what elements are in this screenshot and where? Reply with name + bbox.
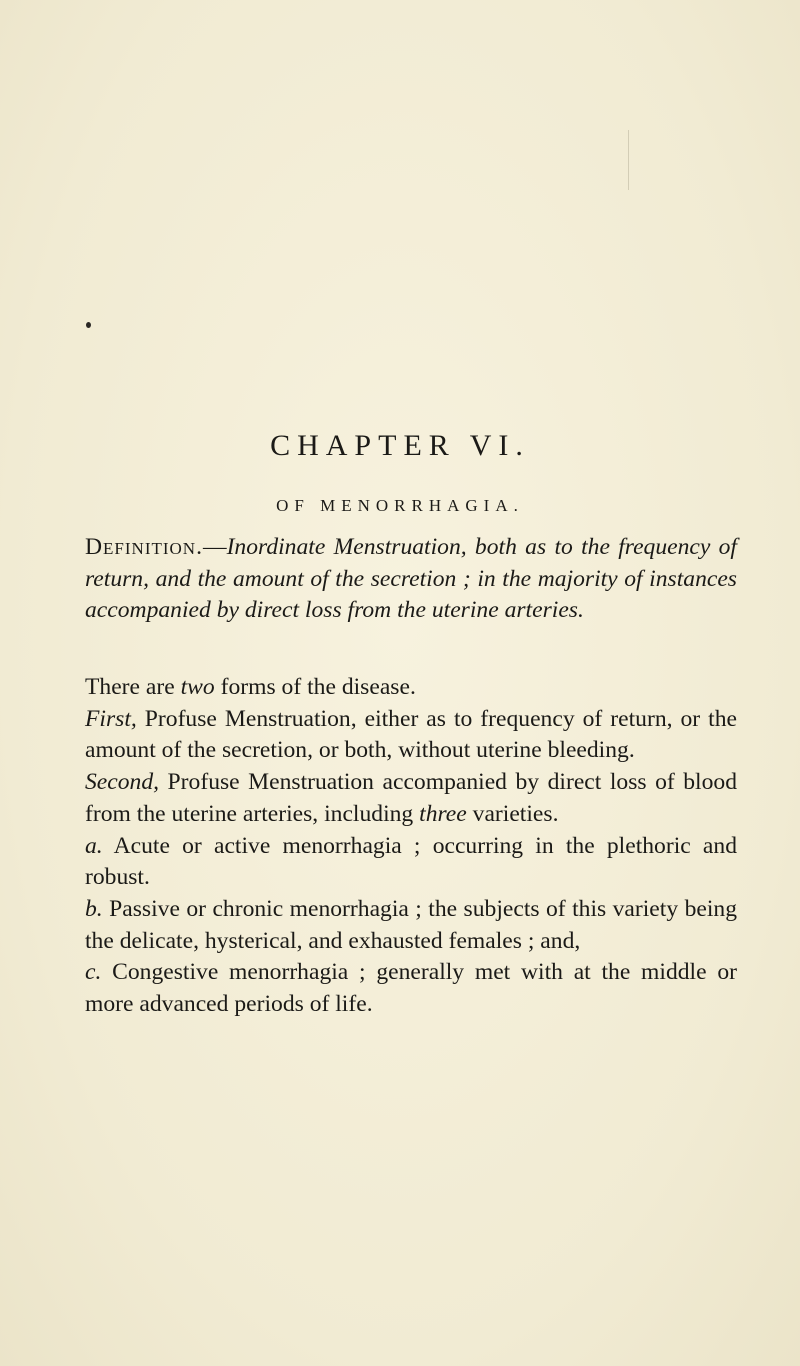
form-second-text-a: Profuse Menstruation accompanied by direct loss of blood from the uterine arteries, including bbox=[85, 769, 737, 827]
form-second-text-b: varieties. bbox=[466, 800, 559, 827]
chapter-subtitle: OF MENORRHAGIA. bbox=[276, 496, 524, 515]
form-second bbox=[85, 767, 737, 830]
forms-section bbox=[85, 672, 737, 1021]
form-first-label: First, bbox=[85, 705, 137, 732]
variety-b bbox=[85, 894, 737, 957]
variety-c-label: c. bbox=[85, 959, 102, 986]
variety-c bbox=[85, 957, 737, 1020]
definition-label: Definition. bbox=[85, 534, 203, 560]
variety-b-label: b. bbox=[85, 895, 103, 922]
variety-c-text: Congestive menorrhagia ; generally met with at the middle or more advanced periods of life. bbox=[85, 959, 737, 1018]
forms-intro-text-b: forms of the disease. bbox=[214, 674, 416, 700]
form-first-text: Profuse Menstruation, either as to frequency of return, or the amount of the secretion, or both, without uterine bleeding. bbox=[85, 705, 737, 764]
definition-dash: — bbox=[202, 534, 227, 560]
definition-text: Inordinate Menstruation, both as to the frequency of return, and the amount of the secretion ; in the majority of instances accompanied by direct loss from the uterine arteries. bbox=[85, 534, 737, 624]
chapter-title: CHAPTER VI. bbox=[270, 429, 530, 462]
form-second-emphasis: three bbox=[419, 800, 467, 827]
form-first bbox=[85, 704, 737, 767]
variety-a-text: Acute or active menorrhagia ; occurring in the plethoric and robust. bbox=[85, 832, 737, 891]
variety-a bbox=[85, 831, 737, 894]
variety-b-text: Passive or chronic menorrhagia ; the subjects of this variety being the delicate, hysterical, and exhausted females ; and, bbox=[85, 895, 737, 954]
forms-intro-emphasis: two bbox=[180, 674, 215, 700]
variety-a-label: a. bbox=[85, 832, 103, 859]
ink-speck bbox=[86, 322, 91, 328]
paper-mark bbox=[628, 130, 629, 190]
form-second-label: Second, bbox=[85, 769, 160, 796]
forms-intro bbox=[85, 672, 737, 704]
forms-intro-text-a: There are bbox=[85, 674, 181, 700]
definition-paragraph bbox=[85, 532, 737, 627]
